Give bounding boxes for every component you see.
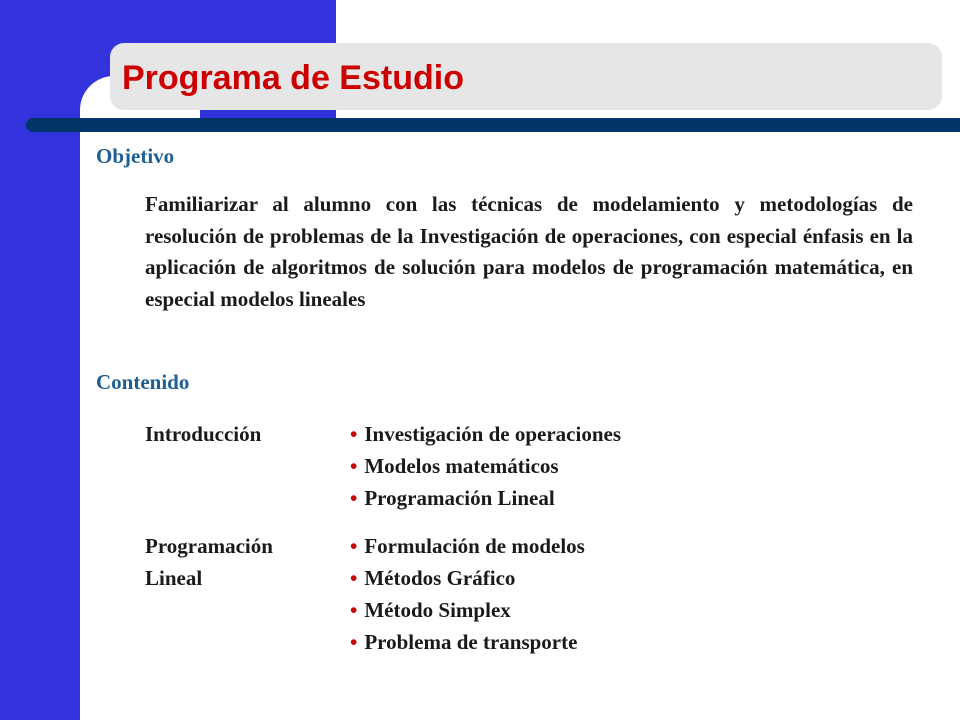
bullet-icon: • [350,486,358,510]
topic-label-programacion-lineal [145,530,273,594]
list-item [350,450,621,482]
title-box [110,43,942,110]
list-item-text: Métodos Gráfico [364,566,516,590]
list-item [350,594,585,626]
list-item-text: Modelos matemáticos [364,454,559,478]
bullet-icon: • [350,422,358,446]
content-heading: Contenido [96,370,190,394]
list-item [350,530,585,562]
topic-list-introduccion [350,418,621,514]
topic-label-line: Lineal [145,566,203,590]
bullet-icon: • [350,566,358,590]
topic-label-introduccion: Introducción [145,422,262,446]
list-item-text: Formulación de modelos [364,534,585,558]
list-item [350,482,621,514]
objective-heading: Objetivo [96,144,175,168]
topic-list-programacion-lineal [350,530,585,658]
list-item-text: Método Simplex [364,598,511,622]
page-title: Programa de Estudio [122,59,464,97]
list-item [350,418,621,450]
list-item [350,626,585,658]
objective-text: Familiarizar al alumno con las técnicas de modelamiento y metodologías de resolución de problemas de la Investigación de operaciones, con especial énfasis en la aplicación de algoritmos de solución para modelos de programación matemática, en especial modelos lineales [145,192,913,311]
list-item-text: Problema de transporte [364,630,578,654]
list-item-text: Investigación de operaciones [364,422,622,446]
topic-label-line: Programación [145,534,273,558]
bullet-icon: • [350,630,358,654]
bullet-icon: • [350,454,358,478]
title-divider [26,118,960,132]
list-item-text: Programación Lineal [364,486,555,510]
bullet-icon: • [350,534,358,558]
bullet-icon: • [350,598,358,622]
list-item [350,562,585,594]
